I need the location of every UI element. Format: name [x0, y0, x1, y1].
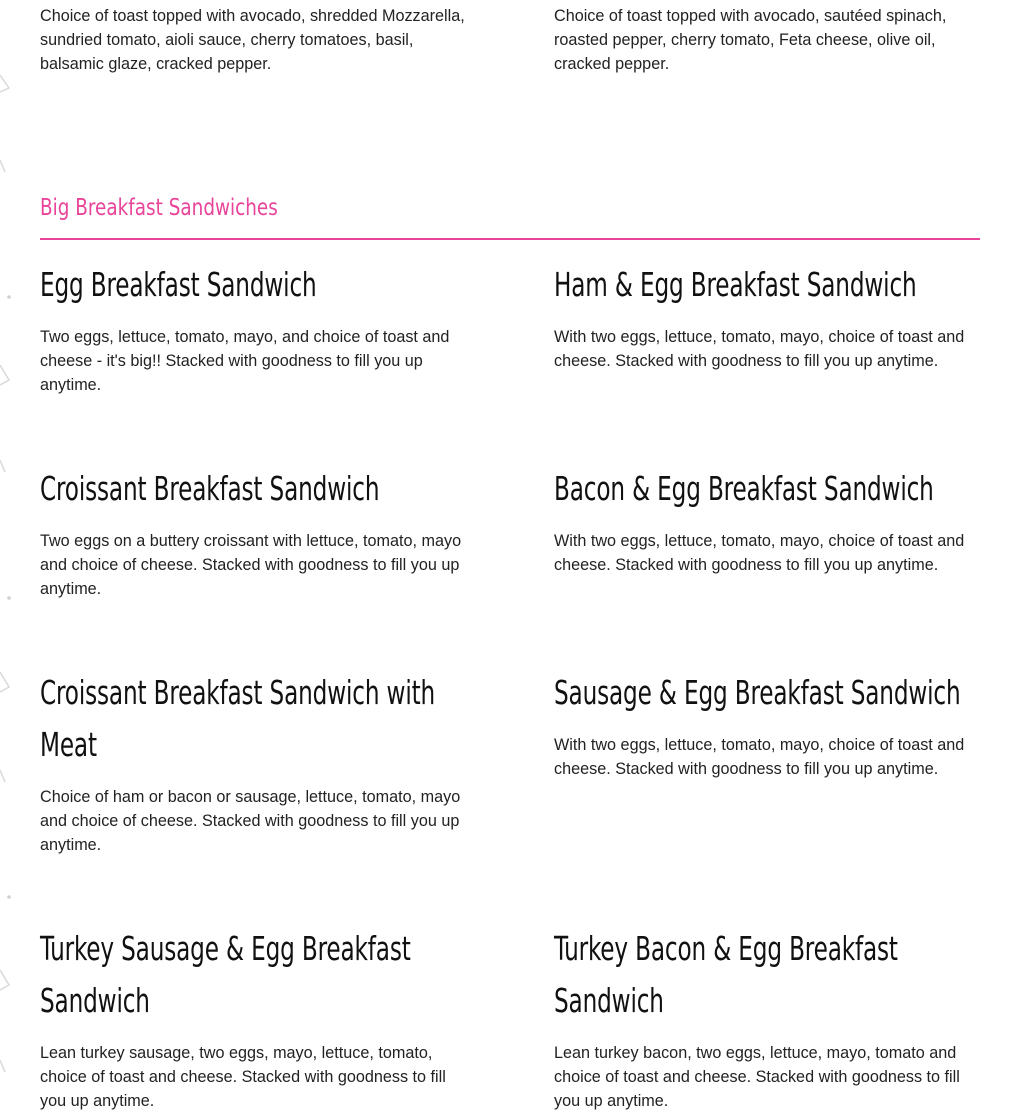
menu-item-description: With two eggs, lettuce, tomato, mayo, choice of toast and cheese. Stacked with goodness to fill you up anytime.	[554, 328, 965, 370]
menu-item-description: With two eggs, lettuce, tomato, mayo, choice of toast and cheese. Stacked with goodness to fill you up anytime.	[554, 736, 965, 778]
background-pattern	[0, 0, 20, 1119]
menu-item-croissant-sandwich-with-meat	[40, 667, 465, 857]
menu-item-title: Egg Breakfast Sandwich	[40, 265, 317, 304]
menu-item-turkey-sausage-egg-sandwich	[40, 923, 465, 1113]
menu-item-avocado-toast-mozzarella	[40, 4, 465, 76]
menu-item-croissant-breakfast-sandwich	[40, 463, 465, 601]
menu-item-description: Choice of toast topped with avocado, sautéed spinach, roasted pepper, cherry tomato, Feta cheese, olive oil, cracked pepper.	[554, 7, 947, 73]
menu-item-turkey-bacon-egg-sandwich	[554, 923, 979, 1113]
menu-item-description: Lean turkey bacon, two eggs, lettuce, mayo, tomato and choice of toast and cheese. Stacked with goodness to fill you up anytime.	[554, 1044, 960, 1110]
section-title: Big Breakfast Sandwiches	[40, 195, 278, 221]
menu-item-egg-breakfast-sandwich	[40, 259, 465, 397]
menu-item-description: Lean turkey sausage, two eggs, mayo, lettuce, tomato, choice of toast and cheese. Stacked with goodness to fill you up anytime.	[40, 1044, 446, 1110]
menu-item-title: Turkey Sausage & Egg Breakfast Sandwich	[40, 929, 411, 1020]
menu-item-title: Croissant Breakfast Sandwich	[40, 469, 380, 508]
menu-item-bacon-egg-breakfast-sandwich	[554, 463, 979, 577]
menu-item-description: With two eggs, lettuce, tomato, mayo, choice of toast and cheese. Stacked with goodness to fill you up anytime.	[554, 532, 965, 574]
menu-item-description: Two eggs, lettuce, tomato, mayo, and choice of toast and cheese - it's big!! Stacked with goodness to fill you up anytime.	[40, 328, 450, 394]
menu-item-description: Two eggs on a buttery croissant with lettuce, tomato, mayo and choice of cheese. Stacked with goodness to fill you up anytime.	[40, 532, 462, 598]
menu-item-title: Croissant Breakfast Sandwich with Meat	[40, 673, 436, 764]
menu-item-title: Sausage & Egg Breakfast Sandwich	[554, 673, 961, 712]
menu-item-avocado-toast-feta	[554, 4, 979, 76]
menu-item-description: Choice of toast topped with avocado, shredded Mozzarella, sundried tomato, aioli sauce, cherry tomatoes, basil, balsamic glaze, cracked pepper.	[40, 7, 465, 73]
menu-item-description: Choice of ham or bacon or sausage, lettuce, tomato, mayo and choice of cheese. Stacked with goodness to fill you up anytime.	[40, 788, 461, 854]
menu-item-title: Turkey Bacon & Egg Breakfast Sandwich	[554, 929, 898, 1020]
menu-page	[40, 0, 980, 1119]
menu-item-title: Bacon & Egg Breakfast Sandwich	[554, 469, 934, 508]
section-divider	[40, 238, 980, 240]
menu-item-ham-egg-breakfast-sandwich	[554, 259, 979, 373]
menu-item-title: Ham & Egg Breakfast Sandwich	[554, 265, 917, 304]
menu-item-sausage-egg-breakfast-sandwich	[554, 667, 979, 781]
